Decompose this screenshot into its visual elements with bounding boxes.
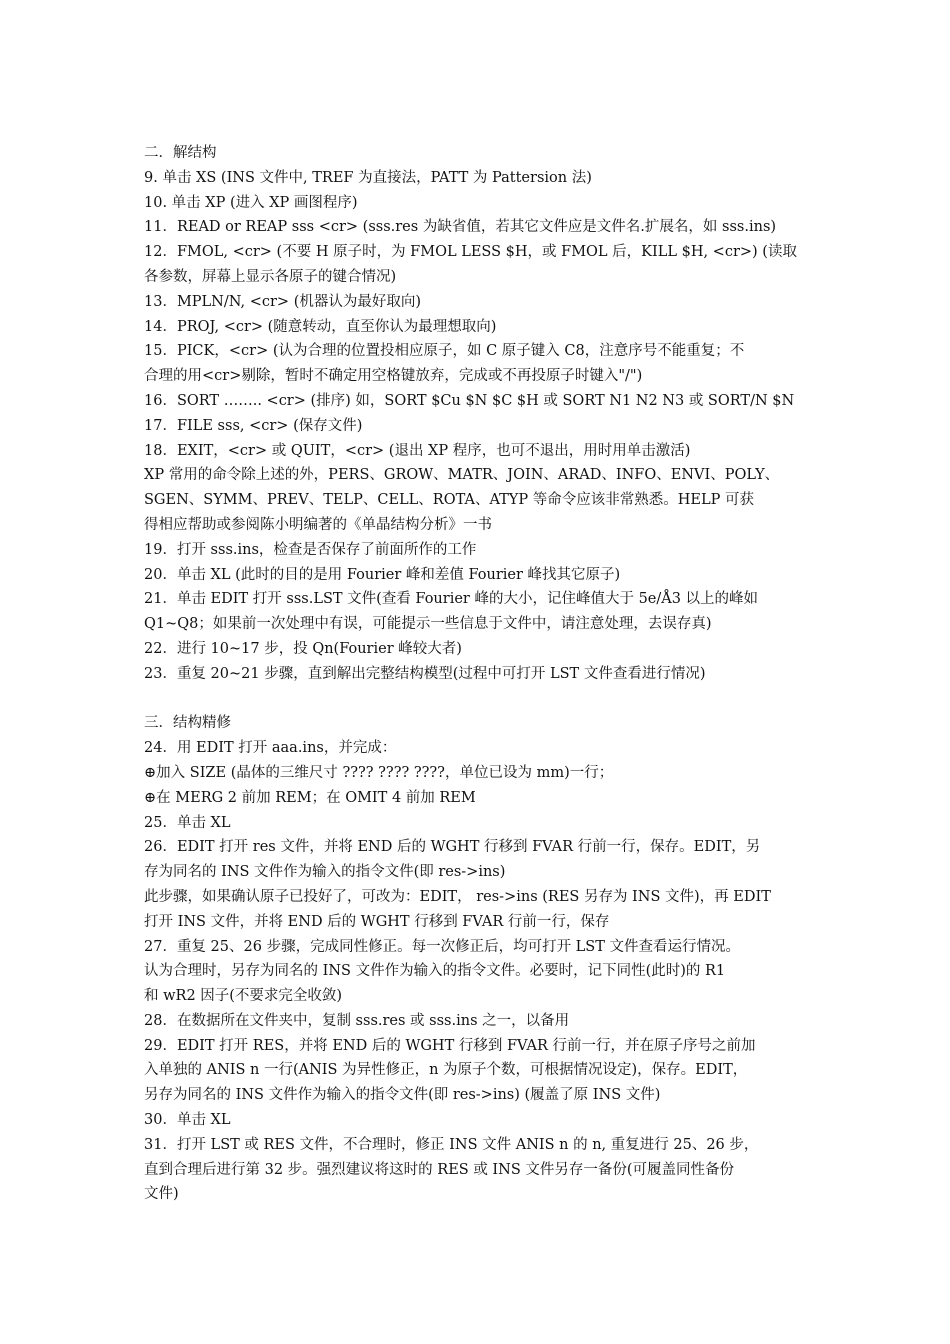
text-line: Q1~Q8；如果前一次处理中有误，可能提示一些信息于文件中，请注意处理，去误存真) (144, 616, 712, 633)
section-heading-structure-refinement: 三．结构精修 (144, 715, 231, 732)
text-line: 30．单击 XL (144, 1112, 231, 1129)
text-line: 和 wR2 因子(不要求完全收敛) (144, 988, 343, 1005)
text-line: ⊕在 MERG 2 前加 REM；在 OMIT 4 前加 REM (144, 789, 476, 806)
text-line: 直到合理后进行第 32 步。强烈建议将这时的 RES 或 INS 文件另存一备份(可履盖同性备份 (144, 1161, 735, 1178)
text-line: 18．EXIT，<cr> 或 QUIT，<cr> (退出 XP 程序，也可不退出，用时用单击激活) (144, 442, 691, 459)
text-line: XP 常用的命令除上述的外，PERS、GROW、MATR、JOIN、ARAD、INFO、ENVI、POLY、 (144, 467, 780, 484)
text-line: 24．用 EDIT 打开 aaa.ins，并完成： (144, 740, 397, 757)
text-line: 10. 单击 XP (进入 XP 画图程序) (144, 194, 358, 211)
text-line: 9. 单击 XS (INS 文件中, TREF 为直接法，PATT 为 Pattersion 法) (144, 169, 592, 186)
text-line: SGEN、SYMM、PREV、TELP、CELL、ROTA、ATYP 等命令应该非常熟悉。HELP 可获 (144, 492, 754, 509)
text-line: 得相应帮助或参阅陈小明编著的《单晶结构分析》一书 (144, 516, 492, 533)
text-line: 20．单击 XL (此时的目的是用 Fourier 峰和差值 Fourier 峰找其它原子) (144, 566, 621, 583)
text-line: 25．单击 XL (144, 814, 231, 831)
text-line: ⊕加入 SIZE (晶体的三维尺寸 ???? ???? ????，单位已设为 mm)一行； (144, 764, 614, 781)
section-heading-structure-solution: 二．解结构 (144, 145, 217, 161)
text-line: 29．EDIT 打开 RES，并将 END 后的 WGHT 行移到 FVAR 行前一行，并在原子序号之前加 (144, 1037, 756, 1054)
text-line: 打开 INS 文件，并将 END 后的 WGHT 行移到 FVAR 行前一行，保存 (144, 913, 610, 930)
text-line: 16．SORT …….. <cr> (排序) 如，SORT $Cu $N $C $H 或 SORT N1 N2 N3 或 SORT/N $N (144, 392, 795, 409)
text-line: 17．FILE sss, <cr> (保存文件) (144, 417, 363, 434)
text-line: 另存为同名的 INS 文件作为输入的指令文件(即 res->ins) (履盖了原 INS 文件) (144, 1087, 661, 1104)
text-line: 存为同名的 INS 文件作为输入的指令文件(即 res->ins) (144, 864, 506, 881)
text-line: 22．进行 10~17 步，投 Qn(Fourier 峰较大者) (144, 640, 462, 657)
text-line: 12．FMOL, <cr> (不要 H 原子时，为 FMOL LESS $H，或 FMOL 后，KILL $H, <cr>) (读取 (144, 244, 797, 261)
text-line: 27．重复 25、26 步骤，完成同性修正。每一次修正后，均可打开 LST 文件查看运行情况。 (144, 938, 741, 955)
text-line: 各参数，屏幕上显示各原子的键合情况) (144, 268, 397, 285)
text-line: 合理的用<cr>剔除，暂时不确定用空格键放弃，完成或不再投原子时键入"/") (144, 368, 643, 385)
text-line: 31．打开 LST 或 RES 文件，不合理时，修正 INS 文件 ANIS n 的 n, 重复进行 25、26 步， (144, 1136, 759, 1153)
text-line: 14．PROJ, <cr> (随意转动，直至你认为最理想取向) (144, 318, 497, 335)
text-line: 文件) (144, 1186, 179, 1203)
text-line: 此步骤，如果确认原子已投好了，可改为：EDIT， res->ins (RES 另存为 INS 文件)，再 EDIT (144, 888, 771, 905)
document-body (144, 141, 808, 1207)
text-line: 13．MPLN/N, <cr> (机器认为最好取向) (144, 293, 422, 310)
text-line: 15．PICK，<cr> (认为合理的位置投相应原子，如 C 原子键入 C8，注意序号不能重复；不 (144, 343, 745, 360)
text-line: 11．READ or REAP sss <cr> (sss.res 为缺省值，若其它文件应是文件名.扩展名，如 sss.ins) (144, 219, 777, 236)
text-line: 认为合理时，另存为同名的 INS 文件作为输入的指令文件。必要时，记下同性(此时)的 R1 (144, 963, 726, 980)
text-line: 入单独的 ANIS n 一行(ANIS 为异性修正，n 为原子个数，可根据情况设定)，保存。EDIT， (144, 1062, 748, 1079)
text-line: 26．EDIT 打开 res 文件，并将 END 后的 WGHT 行移到 FVAR 行前一行，保存。EDIT，另 (144, 839, 761, 856)
blank-line (144, 687, 808, 712)
text-line: 28．在数据所在文件夹中，复制 sss.res 或 sss.ins 之一，以备用 (144, 1012, 570, 1029)
text-line: 21．单击 EDIT 打开 sss.LST 文件(查看 Fourier 峰的大小，记住峰值大于 5e/Å3 以上的峰如 (144, 591, 759, 608)
text-line: 19．打开 sss.ins，检查是否保存了前面所作的工作 (144, 541, 477, 558)
text-line: 23．重复 20~21 步骤，直到解出完整结构模型(过程中可打开 LST 文件查看进行情况) (144, 665, 706, 682)
